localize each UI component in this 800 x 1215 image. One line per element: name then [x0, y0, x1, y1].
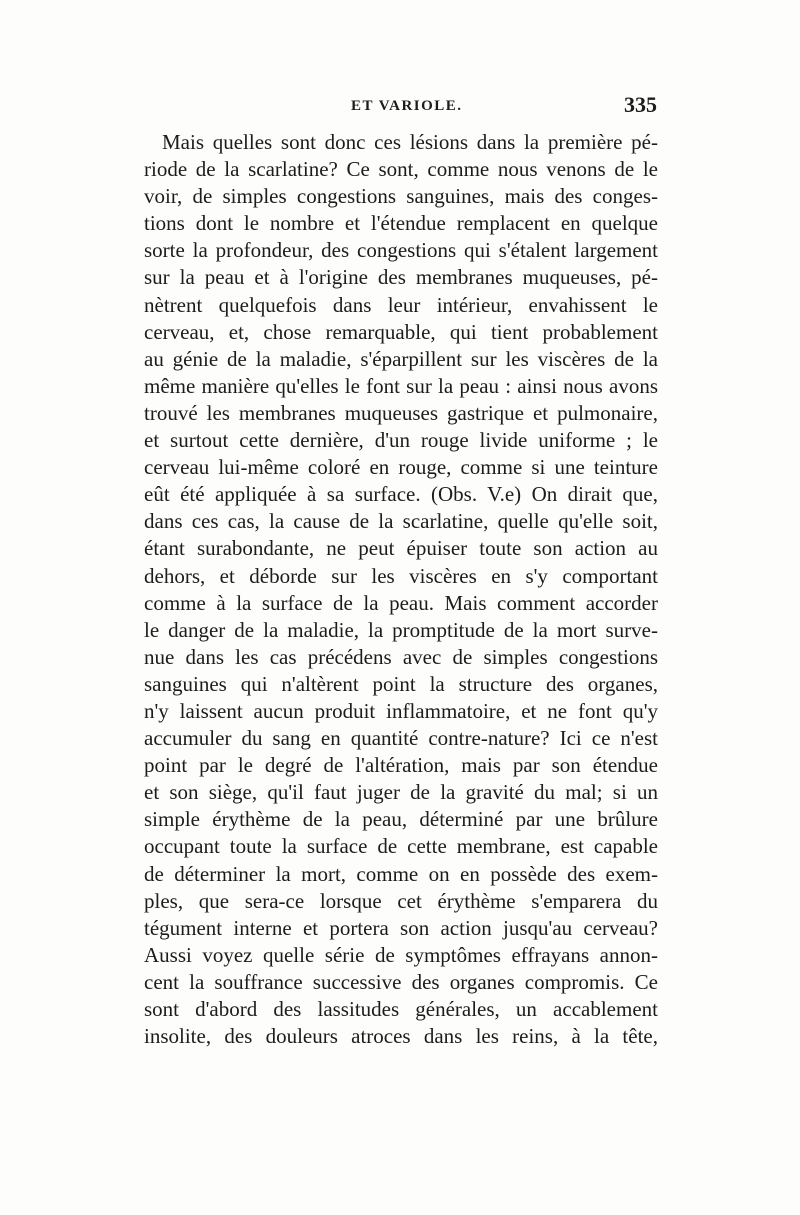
text-line: de déterminer la mort, comme on en possède des exem-	[144, 861, 658, 886]
text-line: nue dans les cas précédens avec de simples congestions	[144, 644, 658, 669]
body-text	[144, 129, 658, 1050]
text-line: point par le degré de l'altération, mais par son étendue	[144, 753, 658, 778]
running-head	[145, 92, 657, 122]
page-number: 335	[624, 92, 657, 117]
running-title: ET VARIOLE.	[351, 98, 463, 114]
text-line: même manière qu'elles le font sur la peau : ainsi nous avons	[144, 373, 658, 398]
text-line: tions dont le nombre et l'étendue remplacent en quelque	[144, 211, 658, 236]
text-line: tégument interne et portera son action jusqu'au cerveau?	[144, 915, 658, 940]
text-line: comme à la surface de la peau. Mais comment accorder	[144, 590, 658, 615]
text-line: eût été appliquée à sa surface. (Obs. V.e) On dirait que,	[144, 482, 658, 507]
text-line: Mais quelles sont donc ces lésions dans la première pé-	[162, 130, 658, 154]
text-line: étant surabondante, ne peut épuiser toute son action au	[144, 536, 658, 561]
text-line: sanguines qui n'altèrent point la structure des organes,	[144, 671, 658, 696]
text-line: dans ces cas, la cause de la scarlatine, quelle qu'elle soit,	[144, 509, 658, 534]
text-line: cerveau, et, chose remarquable, qui tient probablement	[144, 319, 658, 344]
text-line: cerveau lui-même coloré en rouge, comme si une teinture	[144, 455, 658, 480]
text-line: n'y laissent aucun produit inflammatoire, et ne font qu'y	[144, 698, 658, 723]
text-line: et surtout cette dernière, d'un rouge livide uniforme ; le	[144, 428, 658, 453]
text-line: sorte la profondeur, des congestions qui s'étalent largement	[144, 238, 658, 263]
text-line: le danger de la maladie, la promptitude de la mort surve-	[144, 617, 658, 642]
text-line: sur la peau et à l'origine des membranes muqueuses, pé-	[144, 265, 658, 290]
text-line: Aussi voyez quelle série de symptômes effrayans annon-	[144, 942, 658, 967]
text-line: ples, que sera-ce lorsque cet érythème s'emparera du	[144, 888, 658, 913]
text-line: insolite, des douleurs atroces dans les reins, à la tête,	[144, 1024, 658, 1049]
text-line: voir, de simples congestions sanguines, mais des conges-	[144, 184, 658, 209]
text-line: cent la souffrance successive des organes compromis. Ce	[144, 969, 658, 994]
text-line: dehors, et déborde sur les viscères en s'y comportant	[144, 563, 658, 588]
text-line: nètrent quelquefois dans leur intérieur, envahissent le	[144, 292, 658, 317]
text-line: et son siège, qu'il faut juger de la gravité du mal; si un	[144, 780, 658, 805]
text-line: simple érythème de la peau, déterminé par une brûlure	[144, 807, 658, 832]
text-line: riode de la scarlatine? Ce sont, comme nous venons de le	[144, 157, 658, 182]
text-line: accumuler du sang en quantité contre-nature? Ici ce n'est	[144, 726, 658, 751]
text-line: sont d'abord des lassitudes générales, un accablement	[144, 997, 658, 1021]
text-line: occupant toute la surface de cette membrane, est capable	[144, 834, 658, 859]
text-line: au génie de la maladie, s'éparpillent sur les viscères de la	[144, 346, 658, 371]
text-line: trouvé les membranes muqueuses gastrique et pulmonaire,	[144, 400, 658, 425]
